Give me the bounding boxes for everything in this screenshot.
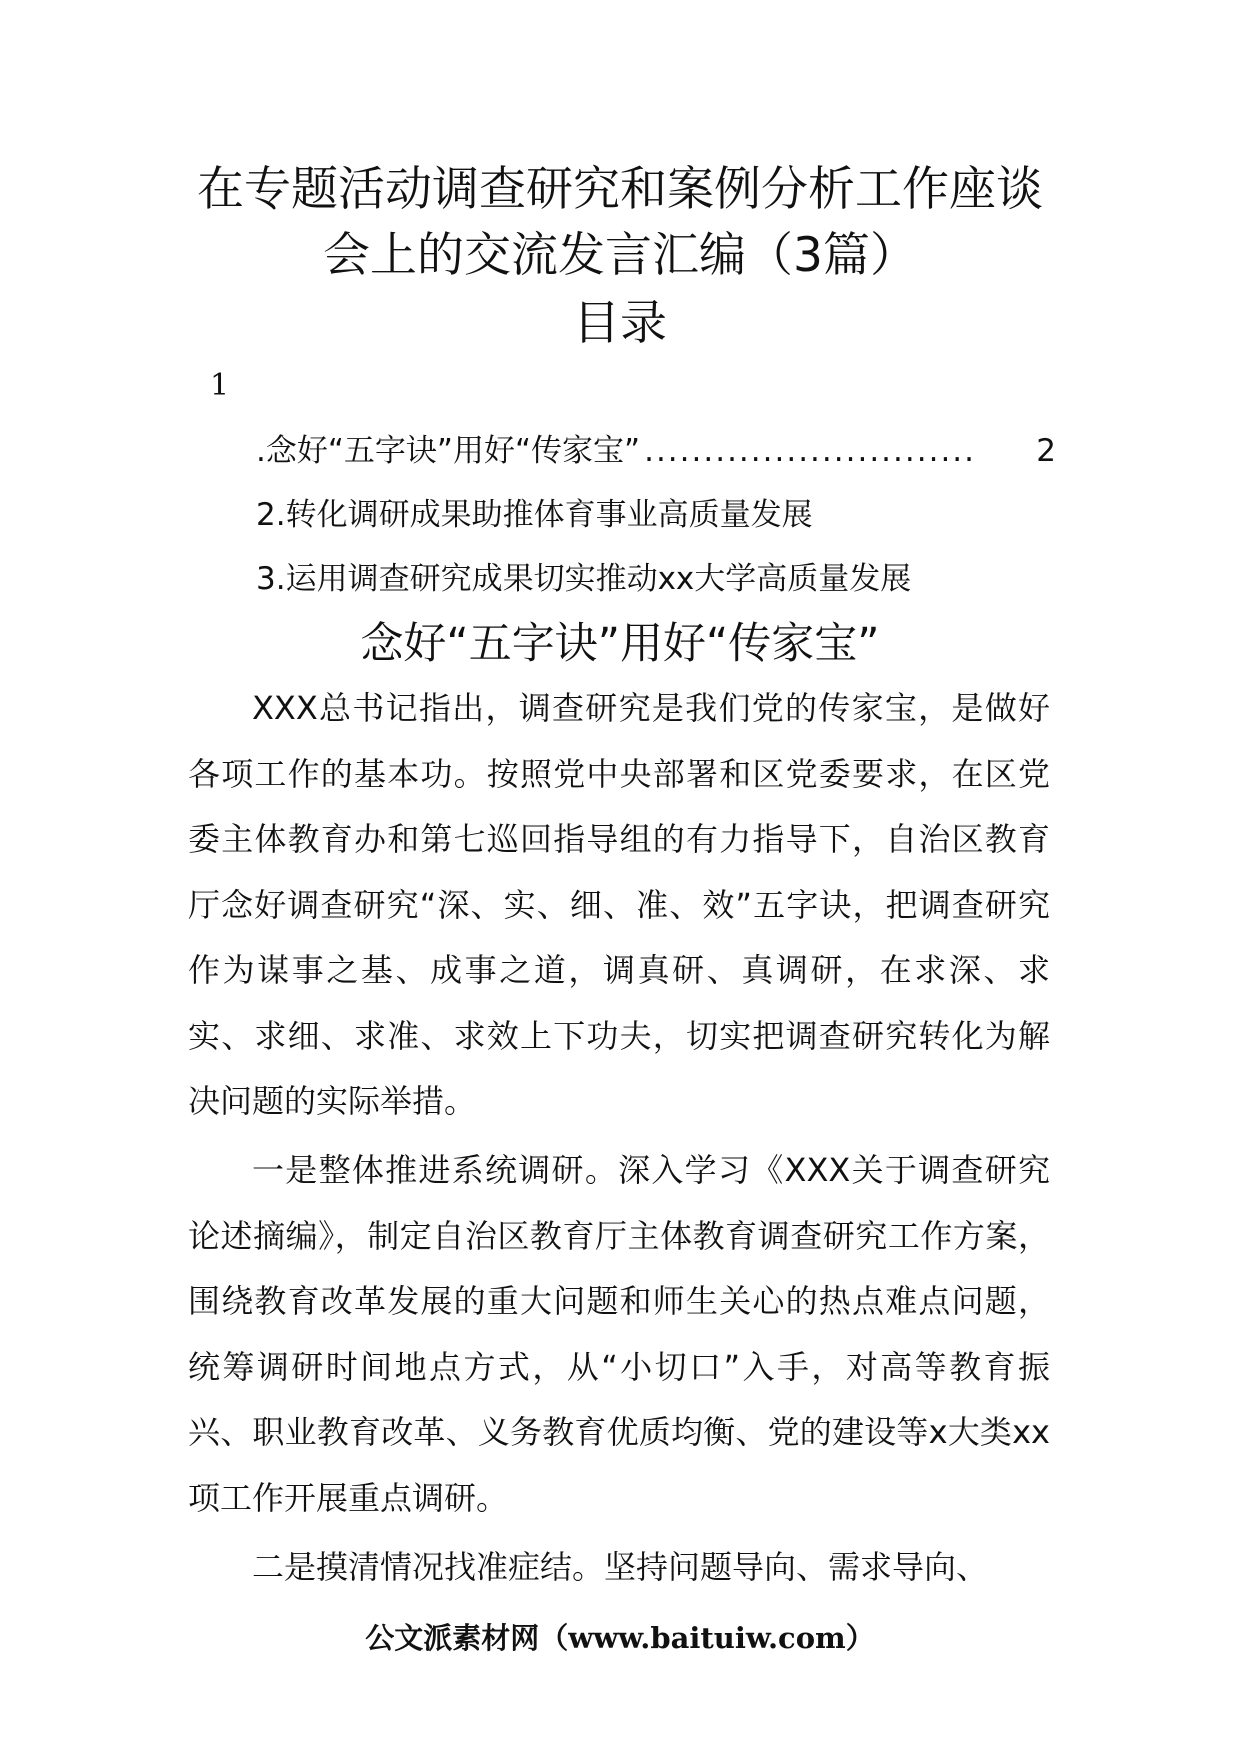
toc-heading: 目录 <box>573 296 667 351</box>
body-paragraph-intro: XXX总书记指出，调查研究是我们党的传家宝，是做好各项工作的基本功。按照党中央部署和区党委要求，在区党委主体教育办和第七巡回指导组的有力指导下，自治区教育厅念好调查研究“深、实、细、准、效”五字诀，把调查研究作为谋事之基、成事之道，调真研、真调研，在求深、求实、求细、求准、求效上下功夫，切实把调查研究转化为解决问题的实际举措。 <box>188 689 1050 1120</box>
toc-item-label: 3.运用调查研究成果切实推动xx大学高质量发展 <box>256 561 912 597</box>
toc-item-2[interactable] <box>256 494 813 536</box>
body-paragraph-1: 一是整体推进系统调研。深入学习《XXX关于调查研究论述摘编》，制定自治区教育厅主体教育调查研究工作方案，围绕教育改革发展的重大问题和师生关心的热点难点问题，统筹调研时间地点方式，从“小切口”入手，对高等教育振兴、职业教育改革、义务教育优质均衡、党的建设等x大类xx项工作开展重点调研。 <box>188 1151 1050 1517</box>
toc-item-label: 2.转化调研成果助推体育事业高质量发展 <box>256 497 813 533</box>
page-footer-watermark: 公文派素材网（www.baituiw.com） <box>365 1621 875 1655</box>
document-title-line2: 会上的交流发言汇编（3篇） <box>323 228 917 283</box>
toc-leader-dots: ............................ <box>644 433 977 469</box>
toc-number: 1 <box>210 368 230 403</box>
body-paragraph-2: 二是摸清情况找准症结。坚持问题导向、需求导向、 <box>252 1548 989 1586</box>
toc-page-number: 2 <box>1036 433 1056 469</box>
document-title-line1: 在专题活动调查研究和案例分析工作座谈 <box>197 162 1043 217</box>
toc-item-1[interactable] <box>256 430 1056 472</box>
toc-item-3[interactable] <box>256 558 911 600</box>
toc-item-label: .念好“五字诀”用好“传家宝” <box>256 433 641 469</box>
section-title: 念好“五字诀”用好“传家宝” <box>360 619 880 669</box>
